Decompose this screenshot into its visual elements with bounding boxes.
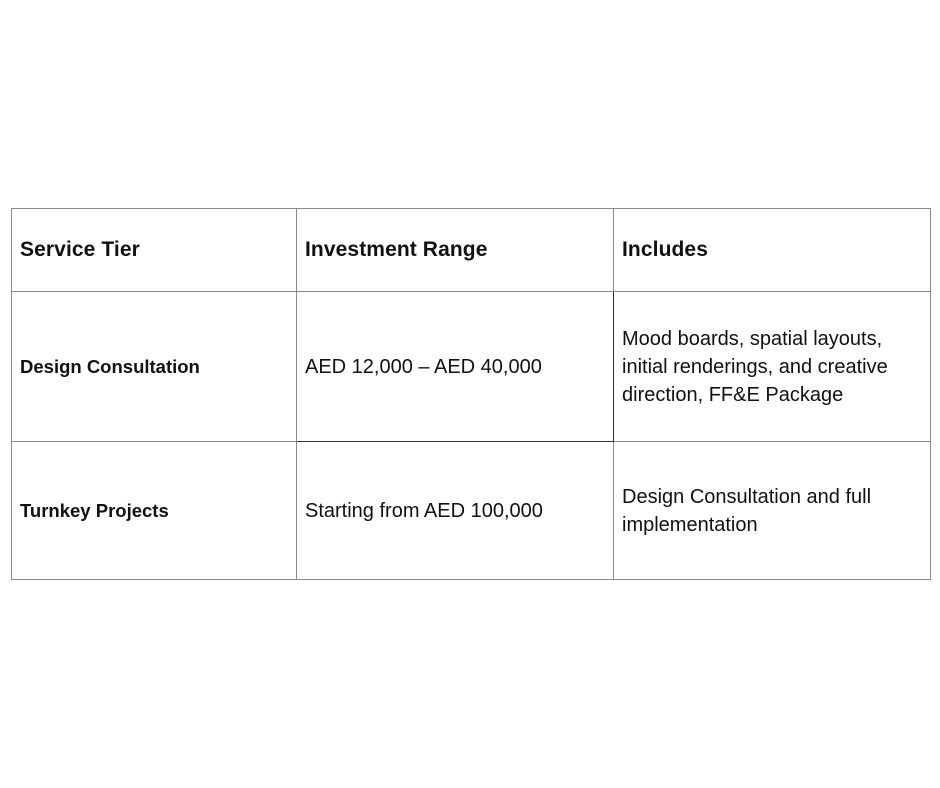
includes-cell: Design Consultation and full implementation bbox=[614, 442, 931, 580]
pricing-table-container bbox=[11, 208, 930, 580]
table-row bbox=[12, 442, 931, 580]
table-row bbox=[12, 292, 931, 442]
table-header-row bbox=[12, 209, 931, 292]
header-investment-range: Investment Range bbox=[297, 209, 614, 292]
service-tier-cell: Design Consultation bbox=[12, 292, 297, 442]
service-tier-cell: Turnkey Projects bbox=[12, 442, 297, 580]
includes-cell: Mood boards, spatial layouts, initial renderings, and creative direction, FF&E Package bbox=[614, 292, 931, 442]
investment-range-cell: Starting from AED 100,000 bbox=[297, 442, 614, 580]
investment-range-cell: AED 12,000 – AED 40,000 bbox=[297, 292, 614, 442]
pricing-table bbox=[11, 208, 931, 580]
header-includes: Includes bbox=[614, 209, 931, 292]
header-service-tier: Service Tier bbox=[12, 209, 297, 292]
